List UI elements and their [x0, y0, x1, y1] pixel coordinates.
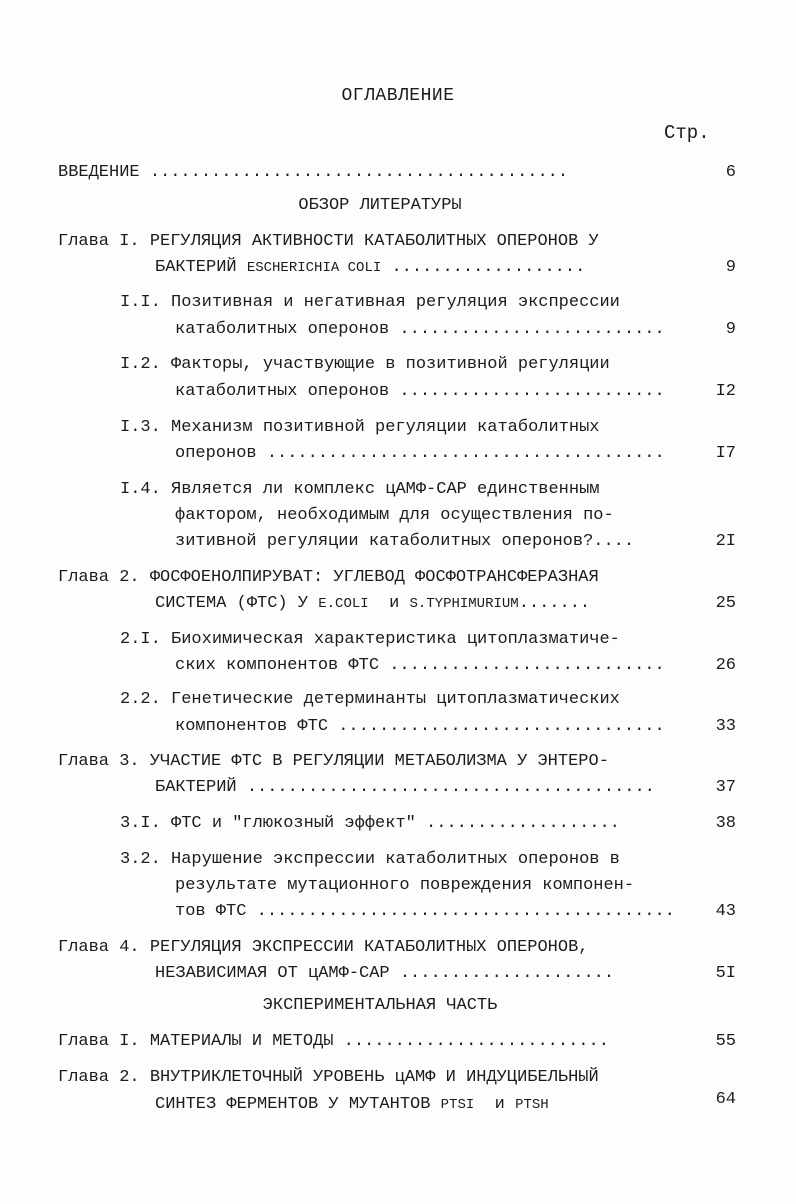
toc-page-1-3: I7 — [715, 444, 736, 463]
toc-page-2-2: 33 — [715, 717, 736, 736]
toc-page-ch2: 25 — [715, 594, 736, 613]
toc-entry-1-2-line2: катаболитных оперонов .......................... — [175, 382, 665, 401]
toc-entry-1-2-line1: I.2. Факторы, участвующие в позитивной регуляции — [120, 355, 610, 374]
toc-entry-1-3-line1: I.3. Механизм позитивной регуляции катаболитных — [120, 418, 600, 437]
toc-page-ch4: 5I — [715, 964, 736, 983]
text: СИНТЕЗ ФЕРМЕНТОВ У МУТАНТОВ — [155, 1095, 431, 1114]
toc-page-1-2: I2 — [715, 382, 736, 401]
toc-entry-exp-ch2-line2 — [155, 1095, 549, 1115]
toc-page-ch3: 37 — [715, 778, 736, 797]
toc-entry-1-4-line1: I.4. Является ли комплекс цАМФ-САР единственным — [120, 480, 600, 499]
species-name: E.COLI — [318, 596, 369, 612]
toc-entry-exp-ch1: Глава I. МАТЕРИАЛЫ И МЕТОДЫ .......................... — [58, 1032, 609, 1051]
toc-entry-intro: ВВЕДЕНИЕ ......................................... — [58, 163, 569, 182]
leader-dots: ....... — [518, 594, 591, 613]
toc-entry-2-2-line2: компонентов ФТС ................................ — [175, 717, 665, 736]
toc-entry-ch1-line1: Глава I. РЕГУЛЯЦИЯ АКТИВНОСТИ КАТАБОЛИТНЫХ ОПЕРОНОВ У — [58, 232, 599, 251]
toc-page-3-2: 43 — [715, 902, 736, 921]
toc-page-intro: 6 — [725, 163, 736, 182]
toc-entry-3-2-line2: результате мутационного повреждения компонен- — [175, 876, 635, 895]
toc-page-2-1: 26 — [715, 656, 736, 675]
species-name: ESCHERICHIA COLI — [246, 260, 382, 276]
gene-name: PTSI — [440, 1097, 475, 1113]
toc-entry-1-4-line3: зитивной регуляции катаболитных оперонов?.... — [175, 532, 635, 551]
page-title: ОГЛАВЛЕНИЕ — [341, 86, 455, 106]
toc-entry-2-1-line1: 2.I. Биохимическая характеристика цитоплазматиче- — [120, 630, 620, 649]
toc-entry-2-1-line2: ских компонентов ФТС ........................... — [175, 656, 665, 675]
toc-entry-1-1-line1: I.I. Позитивная и негативная регуляция экспрессии — [120, 293, 620, 312]
toc-entry-ch2-line1: Глава 2. ФОСФОЕНОЛПИРУВАТ: УГЛЕВОД ФОСФОТРАНСФЕРАЗНАЯ — [58, 568, 599, 587]
toc-entry-ch3-line2: БАКТЕРИЙ ........................................ — [155, 778, 655, 797]
conjunction: и — [389, 594, 400, 613]
section-heading-review: ОБЗОР ЛИТЕРАТУРЫ — [298, 196, 462, 215]
toc-entry-exp-ch2-line1: Глава 2. ВНУТРИКЛЕТОЧНЫЙ УРОВЕНЬ цАМФ И ИНДУЦИБЕЛЬНЫЙ — [58, 1068, 599, 1087]
toc-entry-ch4-line2: НЕЗАВИСИМАЯ ОТ цАМФ-САР ..................... — [155, 964, 615, 983]
toc-entry-2-2-line1: 2.2. Генетические детерминанты цитоплазматических — [120, 690, 620, 709]
toc-page-ch1: 9 — [725, 258, 736, 277]
text: СИСТЕМА (ФТС) У — [155, 594, 309, 613]
toc-page-exp-ch1: 55 — [715, 1032, 736, 1051]
toc-entry-3-2-line1: 3.2. Нарушение экспрессии катаболитных оперонов в — [120, 850, 620, 869]
toc-page-1-4: 2I — [715, 532, 736, 551]
text: БАКТЕРИЙ — [155, 258, 237, 277]
leader-dots: ................... — [381, 258, 586, 277]
toc-page-1-1: 9 — [725, 320, 736, 339]
toc-entry-ch3-line1: Глава 3. УЧАСТИЕ ФТС В РЕГУЛЯЦИИ МЕТАБОЛИЗМА У ЭНТЕРО- — [58, 752, 609, 771]
page-column-label: Стр. — [664, 122, 710, 144]
section-heading-experimental: ЭКСПЕРИМЕНТАЛЬНАЯ ЧАСТЬ — [262, 996, 498, 1015]
gene-name: PTSH — [515, 1097, 549, 1113]
toc-entry-ch1-line2 — [155, 258, 585, 278]
toc-entry-3-2-line3: тов ФТС ......................................... — [175, 902, 675, 921]
toc-entry-3-1: 3.I. ФТС и "глюкозный эффект" ................... — [120, 814, 620, 833]
toc-entry-1-4-line2: фактором, необходимым для осуществления по- — [175, 506, 614, 525]
toc-entry-1-3-line2: оперонов ....................................... — [175, 444, 665, 463]
conjunction: и — [494, 1095, 505, 1114]
toc-page-3-1: 38 — [715, 814, 736, 833]
toc-entry-ch2-line2 — [155, 594, 590, 614]
toc-page-exp-ch2: 64 — [715, 1090, 736, 1109]
toc-entry-1-1-line2: катаболитных оперонов .......................... — [175, 320, 665, 339]
toc-entry-ch4-line1: Глава 4. РЕГУЛЯЦИЯ ЭКСПРЕССИИ КАТАБОЛИТНЫХ ОПЕРОНОВ, — [58, 938, 589, 957]
species-name: S.TYPHIMURIUM — [409, 596, 519, 612]
